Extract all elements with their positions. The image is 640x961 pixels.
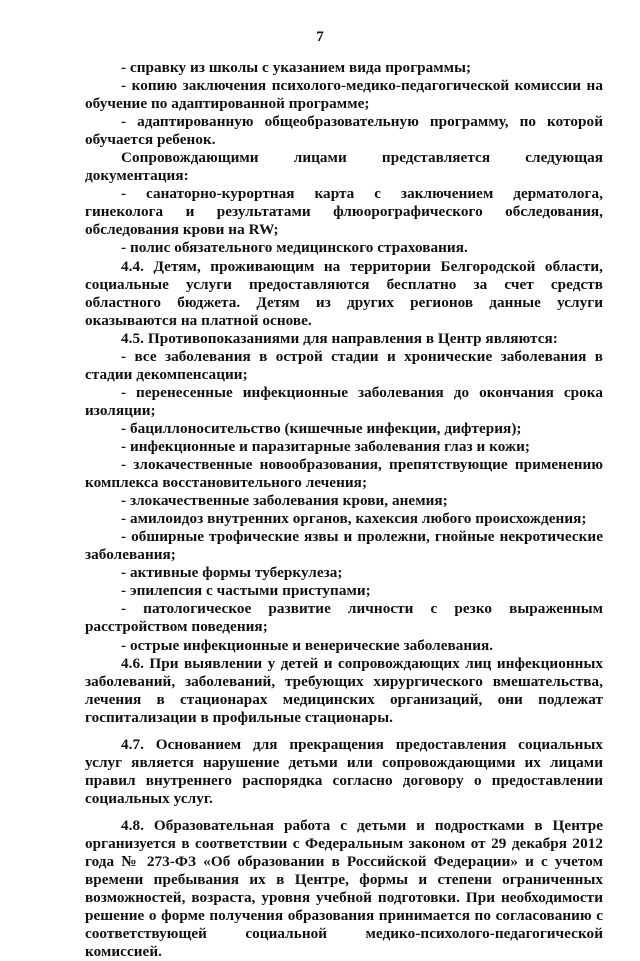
paragraph-section-4-5: 4.5. Противопоказаниями для направления в Центр являются: (121, 329, 558, 347)
contraindication-item: - амилоидоз внутренних органов, кахексия любого происхождения; (121, 510, 587, 528)
paragraph-sanatorium-card: - санаторно-курортная карта с заключением дерматолога, гинеколога и результатами флюорографического обследования, обследования крови на RW; (85, 185, 603, 239)
paragraph-gap (85, 727, 603, 736)
paragraph-section-4-4: 4.4. Детям, проживающим на территории Белгородской области, социальные услуги предоставляются бесплатно за счет средств областного бюджета. Детям из других регионов данные услуги оказываются на платной основе. (85, 257, 603, 329)
page-number: 7 (316, 29, 324, 45)
paragraph-section-4-6: 4.6. При выявлении у детей и сопровождающих лиц инфекционных заболеваний, заболеваний, требующих хирургического вмешательства, лечения в стационарах медицинских организаций, они подлежат госпитализации в профильные стационары. (85, 654, 603, 726)
paragraph-insurance-policy: - полис обязательного медицинского страхования. (121, 239, 468, 257)
paragraph-adapted-program: - адаптированную общеобразовательную программу, по которой обучается ребенок. (85, 113, 603, 149)
paragraph-section-4-7: 4.7. Основанием для прекращения предоставления социальных услуг является нарушение детьми или сопровождающими их лицами правил внутреннего распорядка согласно договору о предоставлении социальных услуг. (85, 735, 603, 807)
contraindication-item: - перенесенные инфекционные заболевания до окончания срока изоляции; (85, 383, 603, 419)
contraindication-item: - инфекционные и паразитарные заболевания глаз и кожи; (121, 437, 530, 455)
document-body (85, 59, 603, 961)
paragraph-school-certificate: - справку из школы с указанием вида программы; (121, 59, 472, 76)
contraindication-item: - эпилепсия с частыми приступами; (121, 582, 371, 600)
contraindication-item: - злокачественные заболевания крови, анемия; (121, 492, 448, 510)
paragraph-companion-docs-heading: Сопровождающими лицами представляется следующая документация: (85, 149, 603, 185)
contraindication-item: - активные формы туберкулеза; (121, 564, 343, 582)
margin-scan-mark (631, 682, 637, 736)
contraindication-item: - бациллоносительство (кишечные инфекции, дифтерия); (121, 419, 522, 437)
contraindication-item: - злокачественные новообразования, препятствующие применению комплекса восстановительного лечения; (85, 456, 603, 492)
paragraph-gap (85, 808, 603, 817)
paragraph-section-4-8: 4.8. Образовательная работа с детьми и подростками в Центре организуется в соответствии с Федеральным законом от 29 декабря 2012 года № 273-ФЗ «Об образовании в Российской Федерации» и с учетом времени пребывания их в Центре, формы и степени ограниченных возможностей, возраста, уровня учебной подготовки. При необходимости решение о форме получения образования принимается по согласованию с соответствующей социальной медико-психолого-педагогической комиссией. (85, 816, 603, 961)
contraindication-item: - все заболевания в острой стадии и хронические заболевания в стадии декомпенсации; (85, 347, 603, 383)
paragraph-pmpk-conclusion: - копию заключения психолого-медико-педагогической комиссии на обучение по адаптированной программе; (85, 77, 603, 113)
contraindication-item: - острые инфекционные и венерические заболевания. (121, 636, 494, 654)
contraindication-item: - патологическое развитие личности с резко выраженным расстройством поведения; (85, 600, 603, 636)
contraindication-item: - обширные трофические язвы и пролежни, гнойные некротические заболевания; (85, 528, 603, 564)
